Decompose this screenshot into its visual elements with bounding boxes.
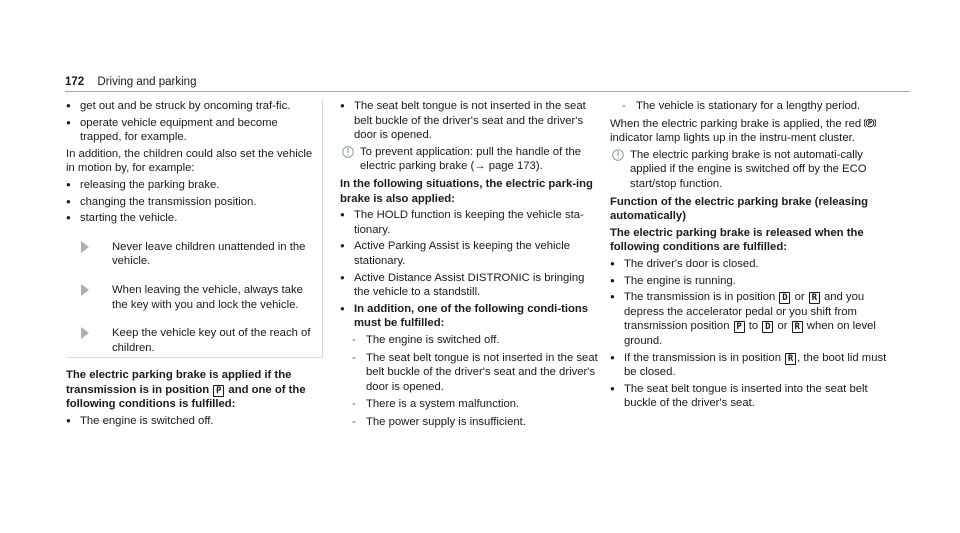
section-title: Driving and parking: [97, 76, 197, 88]
dash-item: - The engine is switched off.: [352, 333, 500, 346]
note: [340, 145, 602, 174]
key-r-icon: R: [809, 292, 820, 304]
parking-brake-lamp-icon: [864, 117, 876, 129]
arrow-right-icon: [80, 284, 90, 296]
key-r-icon: R: [785, 353, 796, 365]
warning-box-border: [322, 99, 323, 357]
list-item: ● starting the vehicle.: [66, 211, 318, 226]
list-item: ● changing the transmission position.: [66, 195, 318, 210]
header-rule: [65, 91, 910, 92]
svg-text:P: P: [868, 119, 873, 127]
info-icon: [612, 148, 624, 162]
list-item: ● Active Parking Assist is keeping the vehicle stationary.: [340, 239, 602, 268]
note-text: To prevent application: pull the handle of the electric parking brake (→ page 173).: [360, 145, 582, 173]
list-item: ● The HOLD function is keeping the vehicle sta-tionary.: [340, 208, 602, 237]
list-item: ● If the transmission is in position R , the boot lid must be closed.: [610, 351, 900, 380]
column-1: [66, 99, 318, 365]
warning-box-border-bottom: [66, 357, 323, 358]
note: [610, 148, 900, 192]
list-item: ● In addition, one of the following condi-tions must be fulfilled:: [340, 302, 602, 331]
dash-item: - The seat belt tongue is not inserted in the seat belt buckle of the driver's seat and the driver's door is opened.: [352, 351, 598, 393]
list-item: ● operate vehicle equipment and become trapped, for example.: [66, 116, 318, 145]
list-item: ● The driver's door is closed.: [610, 257, 900, 272]
key-p-icon: P: [734, 321, 745, 333]
dash-item: - There is a system malfunction.: [352, 398, 520, 411]
warning-item: [66, 326, 318, 355]
list-item: ● Active Distance Assist DISTRONIC is bringing the vehicle to a standstill.: [340, 271, 602, 300]
dash-item: - The vehicle is stationary for a lengthy period.: [622, 100, 861, 112]
warning-text: Never leave children unattended in the vehicle.: [112, 240, 306, 268]
list-item: ● The seat belt tongue is not inserted in the seat belt buckle of the driver's seat and the driver's door is opened.: [340, 99, 602, 143]
warning-text: Keep the vehicle key out of the reach of children.: [112, 327, 311, 354]
section-heading: Function of the electric parking brake (releasing automatically): [610, 195, 869, 223]
column-2: [340, 99, 602, 432]
list-item: ● The seat belt tongue is inserted into the seat belt buckle of the driver's seat.: [610, 382, 900, 411]
key-r-icon: R: [792, 321, 803, 333]
info-icon: [342, 145, 354, 159]
note-text: The electric parking brake is not automati-cally applied if the engine is switched off by the ECO start/stop function.: [630, 148, 867, 190]
list-item: ● The engine is switched off.: [66, 414, 322, 429]
list-item: ● releasing the parking brake.: [66, 178, 318, 193]
section-heading: The electric parking brake is released when the following conditions are fulfilled:: [610, 226, 864, 254]
list-item: ● The engine is running.: [610, 274, 900, 289]
key-d-icon: D: [779, 292, 790, 304]
arrow-right-icon: [80, 327, 90, 339]
warning-item: [66, 240, 318, 269]
warning-item: [66, 283, 318, 312]
warning-text: When leaving the vehicle, always take the key with you and lock the vehicle.: [112, 283, 303, 311]
list-item: ● get out and be struck by oncoming traf-fic.: [66, 99, 318, 114]
paragraph: In addition, the children could also set the vehicle in motion by, for example:: [66, 147, 313, 175]
list-item: ● The transmission is in position D or R and you depress the accelerator pedal or you shift from transmission position P to D or R when on level ground.: [610, 290, 900, 348]
dash-item: - The power supply is insufficient.: [352, 415, 526, 428]
column-1-bottom: [66, 368, 322, 430]
page-number: 172: [65, 76, 85, 88]
arrow-right-icon: [80, 241, 90, 253]
key-d-icon: D: [762, 321, 773, 333]
section-heading: In the following situations, the electric park-ing brake is also applied:: [340, 177, 593, 205]
column-3: [610, 99, 900, 413]
key-p-icon: P: [213, 385, 224, 397]
page-header: [65, 75, 196, 90]
section-heading: The electric parking brake is applied if the transmission is in position P and one of the following conditions is fulfilled:: [66, 369, 306, 411]
paragraph: When the electric parking brake is applied, the red P indicator lamp lights up in the instru-ment cluster.: [610, 117, 900, 146]
